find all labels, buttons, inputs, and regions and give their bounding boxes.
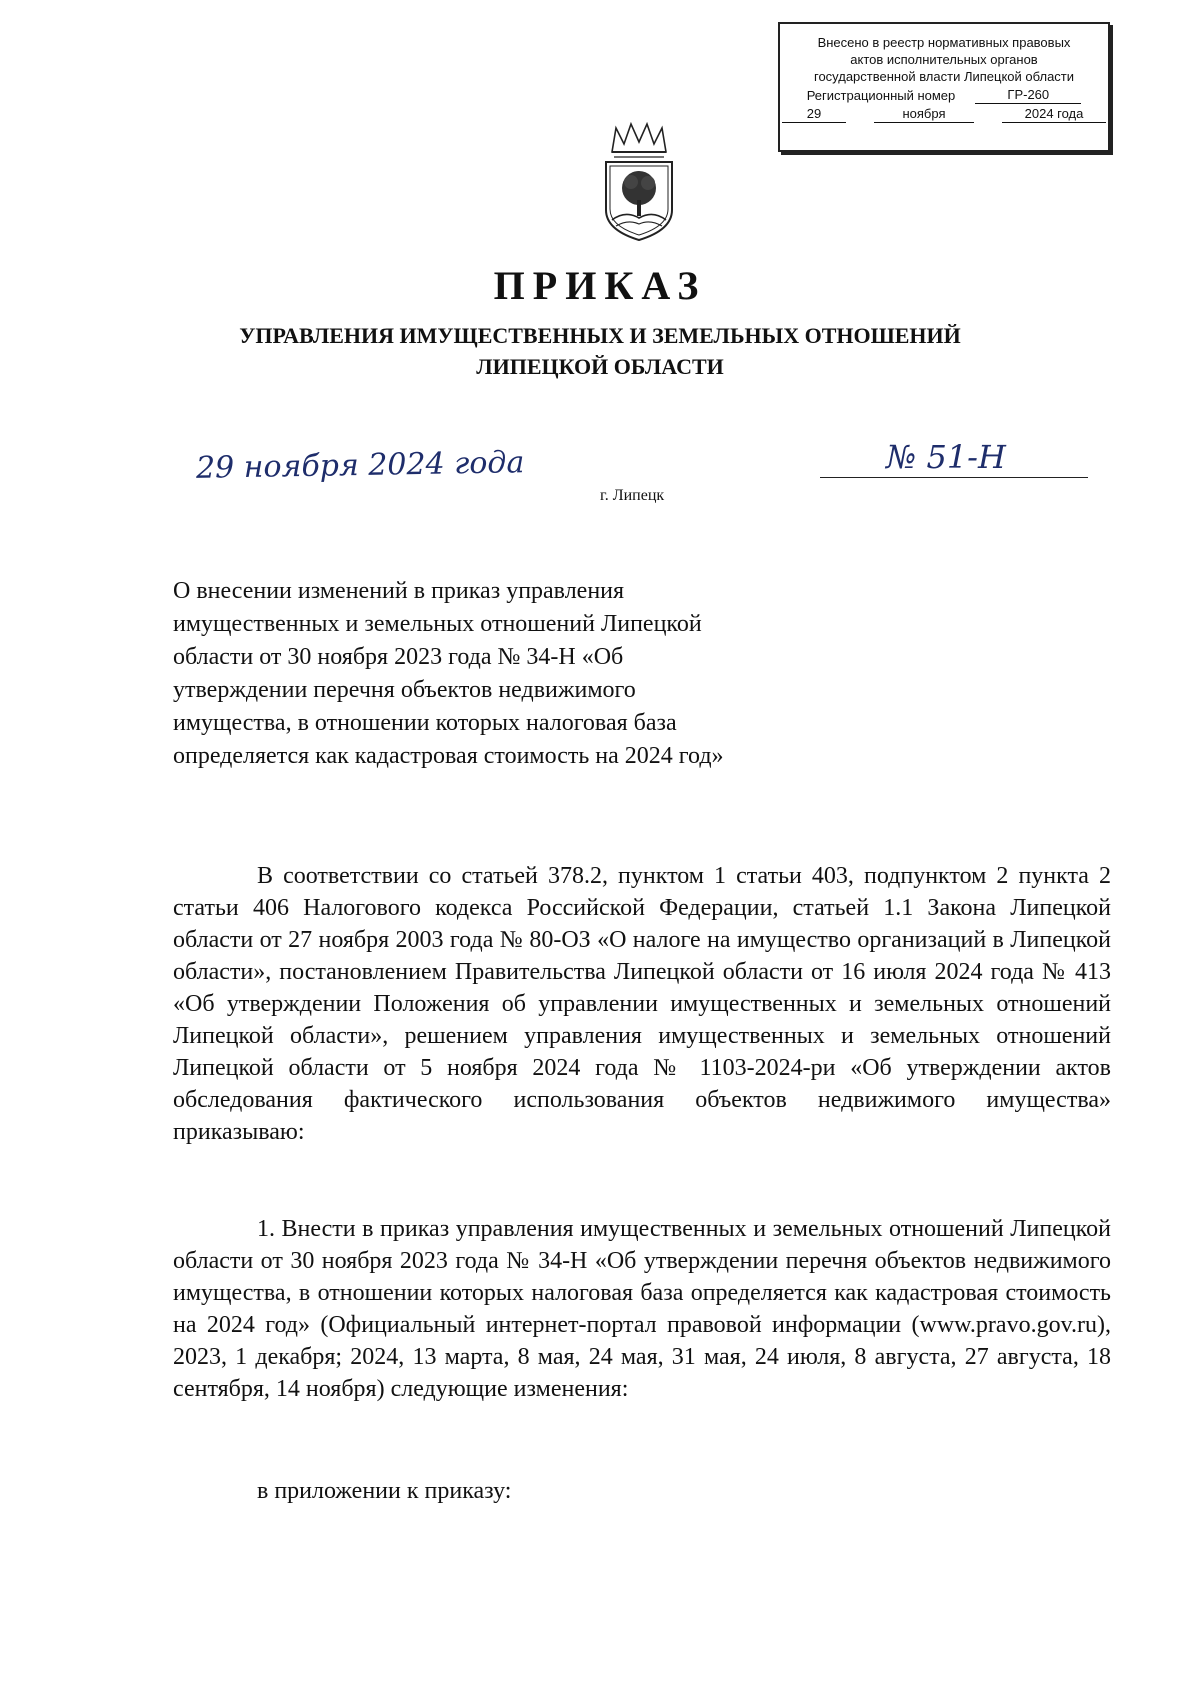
stamp-date-row (780, 105, 1108, 123)
subtitle-line-1: УПРАВЛЕНИЯ ИМУЩЕСТВЕННЫХ И ЗЕМЕЛЬНЫХ ОТНОШЕНИЙ (239, 323, 961, 348)
lipetsk-coat-of-arms-icon (598, 122, 680, 244)
document-title: ПРИКАЗ (493, 263, 707, 308)
stamp-registration-label: Регистрационный номер (806, 88, 956, 103)
subtitle-line-2: ЛИПЕЦКОЙ ОБЛАСТИ (476, 354, 724, 379)
stamp-date-year: 2024 года (1002, 105, 1106, 123)
stamp-date-month: ноября (874, 105, 974, 123)
handwritten-date: 29 ноября 2024 года (195, 445, 525, 486)
number-underline (820, 477, 1088, 478)
body-paragraph-2: 1. Внести в приказ управления имущественных и земельных отношений Липецкой области от 30 ноября 2023 года № 34-Н «Об утверждении перечня объектов недвижимого имущества, в отношении которых налоговая база определяется как кадастровая стоимость на 2024 год» (Официальный интернет-портал правовой информации (www.pravo.gov.ru), 2023, 1 декабря; 2024, 13 марта, 8 мая, 24 мая, 31 мая, 24 июля, 8 августа, 27 августа, 18 сентября, 14 ноября) следующие изменения: (173, 1216, 1111, 1402)
stamp-line-3: государственной власти Липецкой области (813, 69, 1075, 84)
stamp-line-2: актов исполнительных органов (850, 52, 1038, 67)
body-paragraph-1: В соответствии со статьей 378.2, пунктом 1 статьи 403, подпунктом 2 пункта 2 статьи 406 Налогового кодекса Российской Федерации, статьей 1.1 Закона Липецкой области от 27 ноября 2003 года № 80-ОЗ «О налоге на имущество организаций в Липецкой области», постановлением Правительства Липецкой области от 16 июля 2024 года № 413 «Об утверждении Положения об управлении имущественных и земельных отношений Липецкой области», решением управления имущественных и земельных отношений Липецкой области от 5 ноября 2024 года № 1103-2024-ри «Об утверждении актов обследования фактического использования объектов недвижимого имущества» приказываю: (173, 863, 1111, 1145)
stamp-registration-row (780, 86, 1108, 104)
city-label: г. Липецк (600, 487, 665, 504)
stamp-line-1: Внесено в реестр нормативных правовых (817, 35, 1071, 50)
registry-stamp (778, 22, 1110, 152)
document-subtitle (0, 320, 1200, 382)
document-topic: О внесении изменений в приказ управления имущественных и земельных отношений Липецкой области от 30 ноября 2023 года № 34-Н «Об утверждении перечня объектов недвижимого имущества, в отношении которых налоговая база определяется как кадастровая стоимость на 2024 год» (173, 578, 724, 769)
stamp-date-day: 29 (782, 105, 846, 123)
body-paragraph-3: в приложении к приказу: (257, 1478, 512, 1504)
handwritten-number: № 51-Н (886, 438, 1006, 476)
stamp-registration-number: ГР-260 (975, 86, 1081, 104)
